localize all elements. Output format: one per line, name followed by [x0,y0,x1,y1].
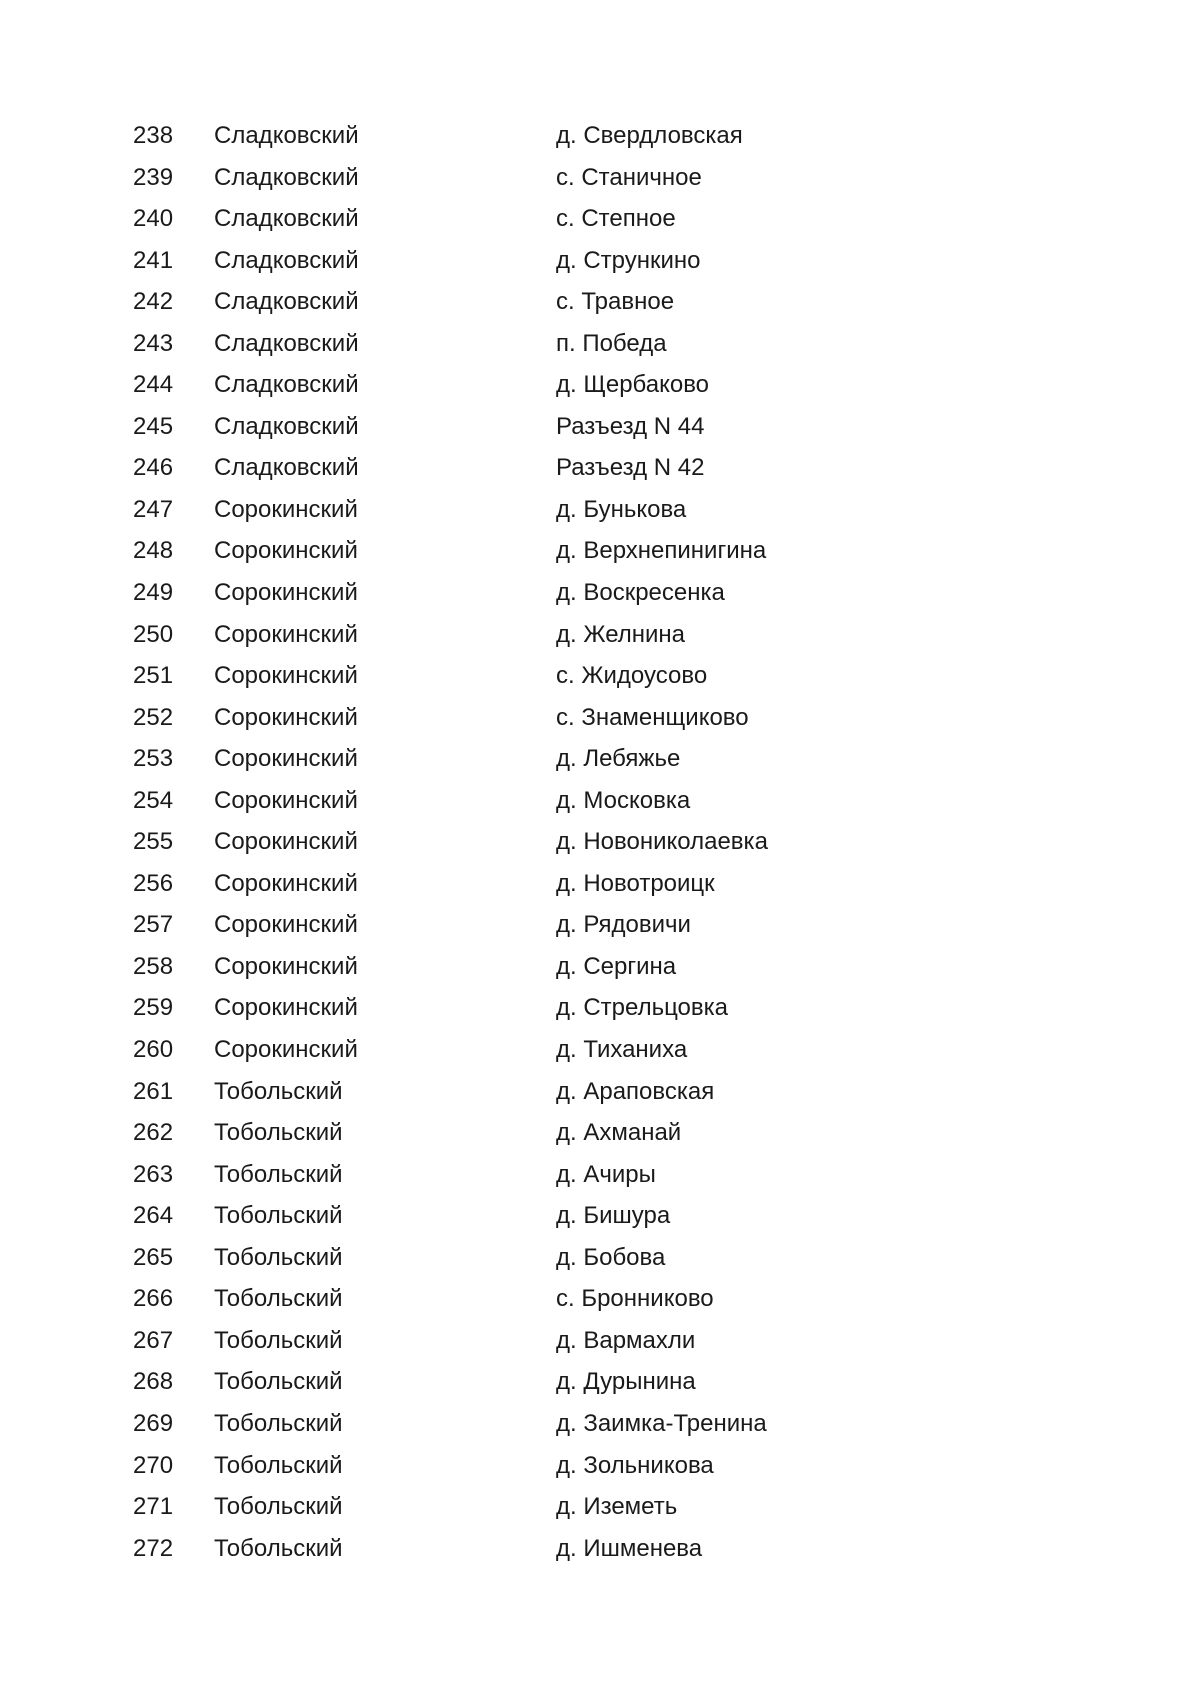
row-district: Тобольский [214,1493,343,1521]
row-district: Сорокинский [214,869,358,897]
row-district: Сладковский [214,412,359,440]
row-district: Сорокинский [214,1036,358,1064]
row-district: Тобольский [214,1077,343,1105]
row-settlement: д. Ишменева [556,1534,703,1562]
row-number: 265 [133,1243,174,1271]
row-district: Тобольский [214,1202,343,1230]
table-row [0,1112,1200,1154]
row-settlement: д. Стрельцовка [556,994,729,1022]
row-number: 249 [133,579,174,607]
row-number: 244 [133,371,174,399]
row-district: Сладковский [214,205,359,233]
row-settlement: д. Новониколаевка [556,828,768,856]
table-row [0,157,1200,199]
row-number: 261 [133,1077,174,1105]
row-settlement: д. Ачиры [556,1160,656,1188]
row-settlement: д. Лебяжье [556,745,681,773]
table-row [0,1445,1200,1487]
row-number: 258 [133,952,174,980]
row-settlement: д. Желнина [556,620,686,648]
row-number: 245 [133,412,174,440]
row-number: 242 [133,288,174,316]
row-number: 267 [133,1326,174,1354]
table-row [0,281,1200,323]
table-row [0,821,1200,863]
row-settlement: д. Верхнепинигина [556,537,767,565]
row-settlement: с. Знаменщиково [556,703,749,731]
row-number: 255 [133,828,174,856]
table-row [0,655,1200,697]
row-district: Сорокинский [214,662,358,690]
row-number: 240 [133,205,174,233]
row-settlement: д. Вармахли [556,1326,696,1354]
row-settlement: с. Жидоусово [556,662,708,690]
row-settlement: д. Воскресенка [556,579,725,607]
table-row [0,1403,1200,1445]
table-row [0,987,1200,1029]
row-district: Сорокинский [214,620,358,648]
row-number: 272 [133,1534,174,1562]
table-row [0,1029,1200,1071]
table-row [0,863,1200,905]
row-district: Сорокинский [214,828,358,856]
row-district: Сорокинский [214,495,358,523]
row-district: Тобольский [214,1368,343,1396]
row-number: 268 [133,1368,174,1396]
row-district: Сладковский [214,329,359,357]
row-number: 243 [133,329,174,357]
row-number: 257 [133,911,174,939]
row-district: Сладковский [214,454,359,482]
row-settlement: д. Рядовичи [556,911,691,939]
row-district: Сорокинский [214,579,358,607]
row-number: 239 [133,163,174,191]
row-district: Сорокинский [214,911,358,939]
row-number: 266 [133,1285,174,1313]
row-number: 250 [133,620,174,648]
row-number: 252 [133,703,174,731]
row-district: Сорокинский [214,952,358,980]
row-district: Сорокинский [214,537,358,565]
row-district: Сорокинский [214,786,358,814]
row-settlement: с. Бронниково [556,1285,714,1313]
table-row [0,614,1200,656]
row-district: Сорокинский [214,994,358,1022]
row-number: 241 [133,246,174,274]
row-settlement: д. Бишура [556,1202,671,1230]
row-number: 248 [133,537,174,565]
row-settlement: д. Бунькова [556,495,687,523]
row-settlement: д. Араповская [556,1077,715,1105]
row-settlement: д. Сергина [556,952,677,980]
row-number: 262 [133,1119,174,1147]
table-row [0,697,1200,739]
table-row [0,406,1200,448]
settlement-list [0,115,1200,1569]
row-number: 260 [133,1036,174,1064]
table-row [0,447,1200,489]
row-settlement: с. Степное [556,205,676,233]
table-row [0,489,1200,531]
row-district: Сладковский [214,288,359,316]
table-row [0,780,1200,822]
table-row [0,1195,1200,1237]
row-settlement: Разъезд N 42 [556,454,705,482]
table-row [0,1320,1200,1362]
row-settlement: д. Щербаково [556,371,710,399]
row-settlement: с. Станичное [556,163,702,191]
row-settlement: д. Дурынина [556,1368,696,1396]
table-row [0,1237,1200,1279]
row-district: Сладковский [214,371,359,399]
row-number: 246 [133,454,174,482]
table-row [0,738,1200,780]
row-number: 259 [133,994,174,1022]
row-settlement: д. Зольникова [556,1451,714,1479]
table-row [0,198,1200,240]
row-settlement: п. Победа [556,329,667,357]
row-settlement: д. Тиханиха [556,1036,688,1064]
row-settlement: д. Ахманай [556,1119,682,1147]
row-district: Тобольский [214,1409,343,1437]
row-district: Сладковский [214,246,359,274]
row-number: 270 [133,1451,174,1479]
table-row [0,1154,1200,1196]
row-district: Тобольский [214,1451,343,1479]
row-number: 253 [133,745,174,773]
table-row [0,240,1200,282]
row-settlement: д. Иземеть [556,1493,678,1521]
table-row [0,1071,1200,1113]
row-district: Тобольский [214,1160,343,1188]
row-number: 251 [133,662,174,690]
row-settlement: д. Бобова [556,1243,666,1271]
row-district: Тобольский [214,1119,343,1147]
row-settlement: Разъезд N 44 [556,412,705,440]
row-number: 254 [133,786,174,814]
table-row [0,323,1200,365]
row-district: Сладковский [214,122,359,149]
row-number: 271 [133,1493,174,1521]
row-district: Сорокинский [214,745,358,773]
row-district: Тобольский [214,1243,343,1271]
table-row [0,946,1200,988]
row-district: Тобольский [214,1326,343,1354]
row-settlement: д. Свердловская [556,122,743,149]
row-settlement: д. Заимка-Тренина [556,1409,767,1437]
row-number: 247 [133,495,174,523]
table-row [0,904,1200,946]
table-row [0,1278,1200,1320]
row-settlement: д. Новотроицк [556,869,715,897]
row-number: 269 [133,1409,174,1437]
table-row [0,115,1200,157]
row-district: Сладковский [214,163,359,191]
row-number: 256 [133,869,174,897]
row-settlement: д. Стрункино [556,246,701,274]
row-number: 238 [133,122,174,149]
row-district: Тобольский [214,1285,343,1313]
table-row [0,530,1200,572]
row-settlement: с. Травное [556,288,675,316]
row-district: Тобольский [214,1534,343,1562]
table-row [0,1528,1200,1570]
table-row [0,1486,1200,1528]
table-row [0,572,1200,614]
row-district: Сорокинский [214,703,358,731]
table-row [0,364,1200,406]
table-row [0,1361,1200,1403]
row-number: 263 [133,1160,174,1188]
row-settlement: д. Московка [556,786,691,814]
row-number: 264 [133,1202,174,1230]
